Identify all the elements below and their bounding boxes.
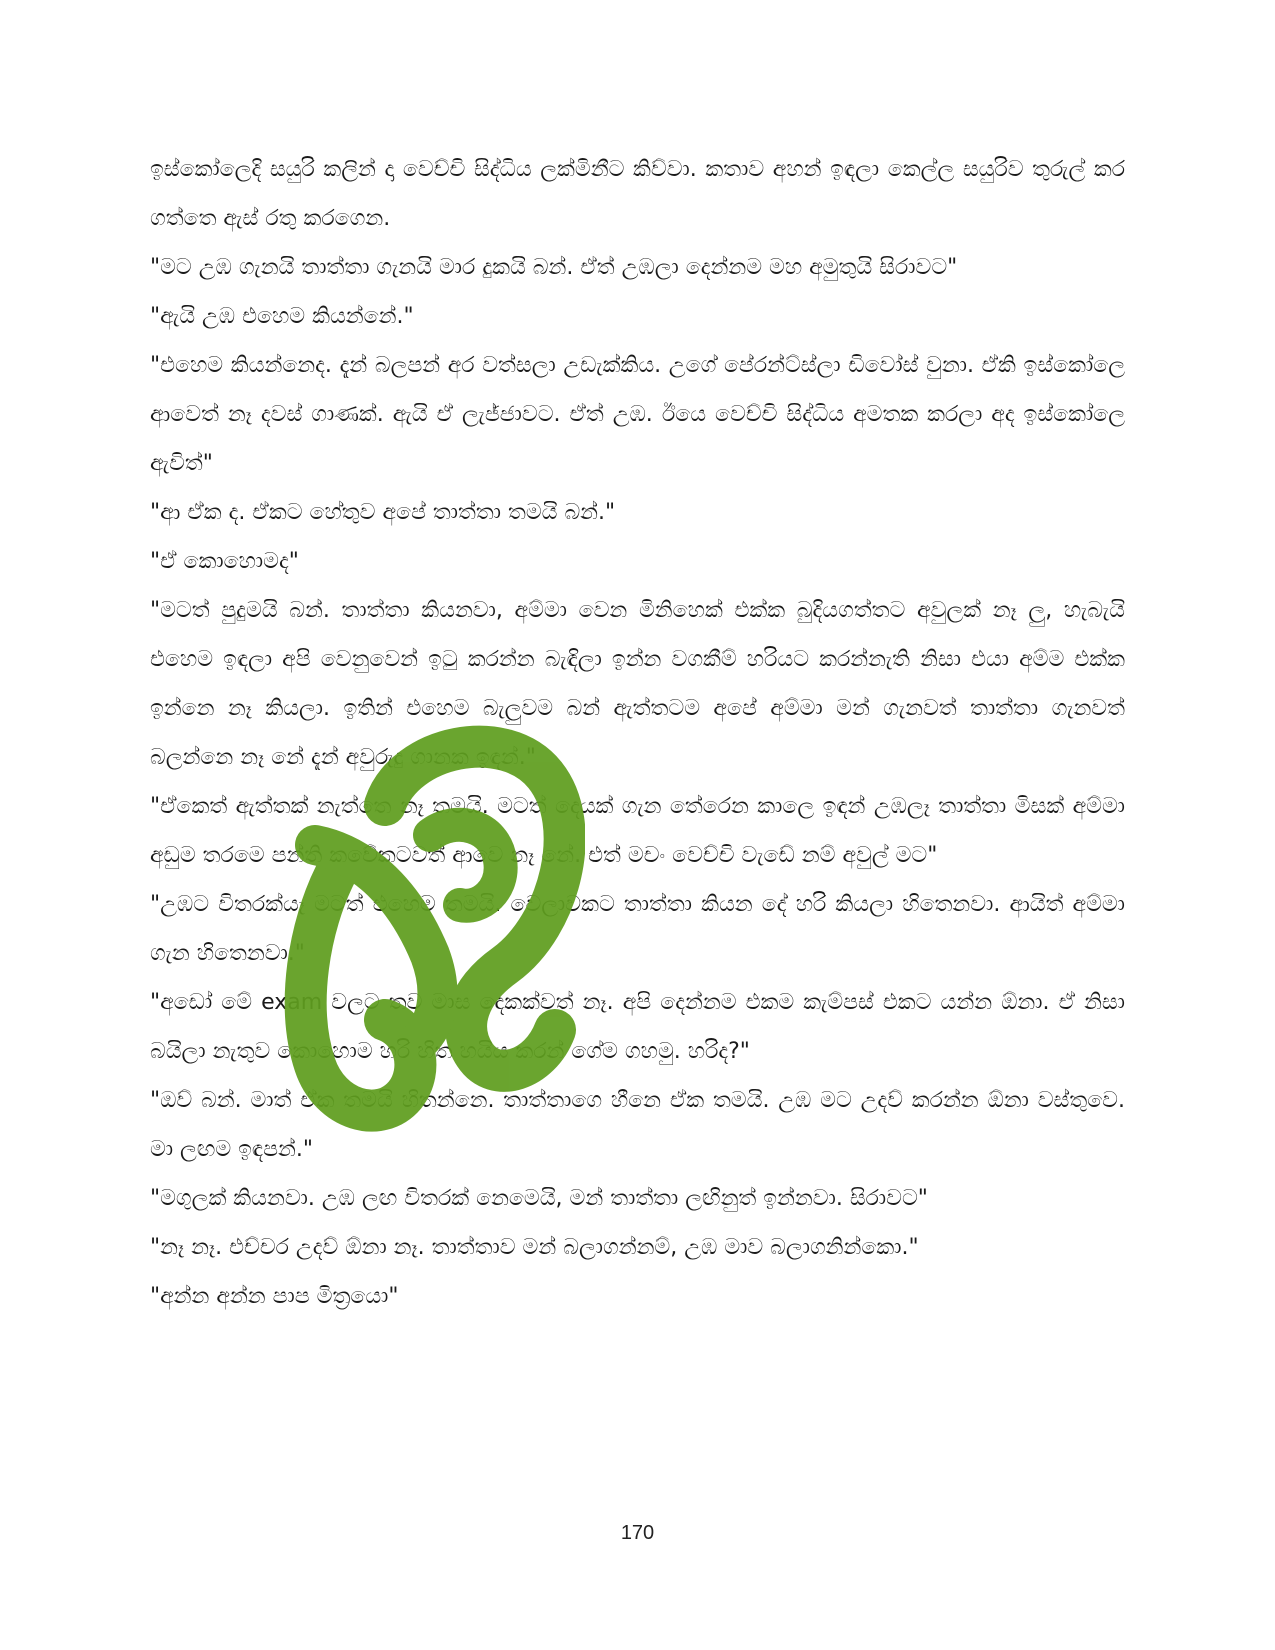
paragraph-1: ඉස්කෝලෙදි සයුරි කලින් දා වෙච්චි සිද්ධිය ලක්මිනීට කිව්වා. කතාව අහන් ඉඳලා කෙල්ල සයුරිව තුරුල් කර ගත්තෙ ඇස් රතු කරගෙන. [150,157,1125,231]
paragraph-6: "ඒ කොහොමද" [150,549,299,574]
paragraph-5: "ආ ඒක ද. ඒකට හේතුව අපේ තාත්තා තමයි බන්." [150,500,616,525]
paragraph-2: "මට උඹ ගැනයි තාත්තා ගැනයි මාර දුකයි බන්. ඒත් උඹලා දෙන්නම මහ අමුතුයි සිරාවට" [150,255,958,280]
paragraph-14: "අන්න අන්න පාප මිත්‍රයො" [150,1284,399,1309]
paragraph-10: "අඩෝ මේ exam වලට තව මාස දෙකක්වත් නෑ. අපි දෙන්නම එකම කැම්පස් එකට යන්න ඕනා. ඒ නිසා බයිලා නැතුව කොහොම හරි හිත හයිය කරන් ගේම ගහමු. හරිද?" [150,990,1125,1064]
paragraph-7: "මටත් පුදුමයි බන්. තාත්තා කියනවා, අම්මා වෙන මිනිහෙක් එක්ක බුදියගත්තට අවුලක් නෑ ලු, හැබැයි එහෙම ඉඳලා අපි වෙනුවෙන් ඉටු කරන්න බැඳිලා ඉන්න වගකීම් හරියට කරන්නැති නිසා එයා අම්ම එක්ක ඉන්නෙ නෑ කියලා. ඉතින් එහෙම බැලුවම බන් ඇත්තටම අපේ අම්මා මන් ගැනවත් තාත්තා ගැනවත් බලන්නෙ නෑ නේ දැන් අවුරුදු ගානක ඉඳන්." [150,598,1125,770]
paragraph-12: "මගුලක් කියනවා. උඹ ලඟ විතරක් නෙමෙයි, මන් තාත්තා ලඟිනුත් ඉන්නවා. සිරාවට" [150,1186,928,1211]
page-number: 170 [620,1522,655,1544]
paragraph-9: "උඹට විතරක්යෑ මටත් එහෙම තමයි. වෙලාවකට තාත්තා කියන දේ හරි කියලා හිතෙනවා. ආයිත් අම්මා ගැන හිතෙනවා." [150,892,1125,966]
paragraph-4: "එහෙම කියන්නෙද. දැන් බලපන් අර වත්සලා උඩැක්කිය. උගේ පේරන්ට්ස්ලා ඩිවෝස් වුනා. ඒකි ඉස්කෝලෙ ආවෙත් නෑ දවස් ගාණක්. ඇයි ඒ ලැජ්ජාවට. ඒත් උඹ. ඊයෙ වෙච්චි සිද්ධිය අමතක කරලා අද ඉස්කෝලෙ ඇවිත්" [150,353,1125,476]
body-text [150,145,1125,1321]
paragraph-13: "නෑ නෑ. එච්චර උදව් ඕනා නෑ. තාත්තාව මන් බලාගන්නම්, උඹ මාව බලාගනින්කො." [150,1235,919,1260]
paragraph-3: "ඇයි උඹ එහෙම කියන්නේ." [150,304,414,329]
paragraph-11: "ඔව් බන්. මාත් ඒක තමයි හිතන්නෙ. තාත්තාගෙ හීනෙ ඒක තමයි. උඹ මට උදව් කරන්න ඕනා වස්තුවෙ. මා ලඟම ඉඳපන්." [150,1088,1125,1162]
paragraph-8: "ඒකෙත් ඇත්තක් නැත්තෙ නෑ තමයි. මටත් දෙයක් ගැන තේරෙන කාලෙ ඉඳන් උඹලෑ තාත්තා මිසක් අම්මා අඩුම තරමෙ පන්ති කවේකටවත් ආවෙ නෑ නේ. එත් මචං වෙච්චි වැඩේ නම් අවුල් මට" [150,794,1125,868]
